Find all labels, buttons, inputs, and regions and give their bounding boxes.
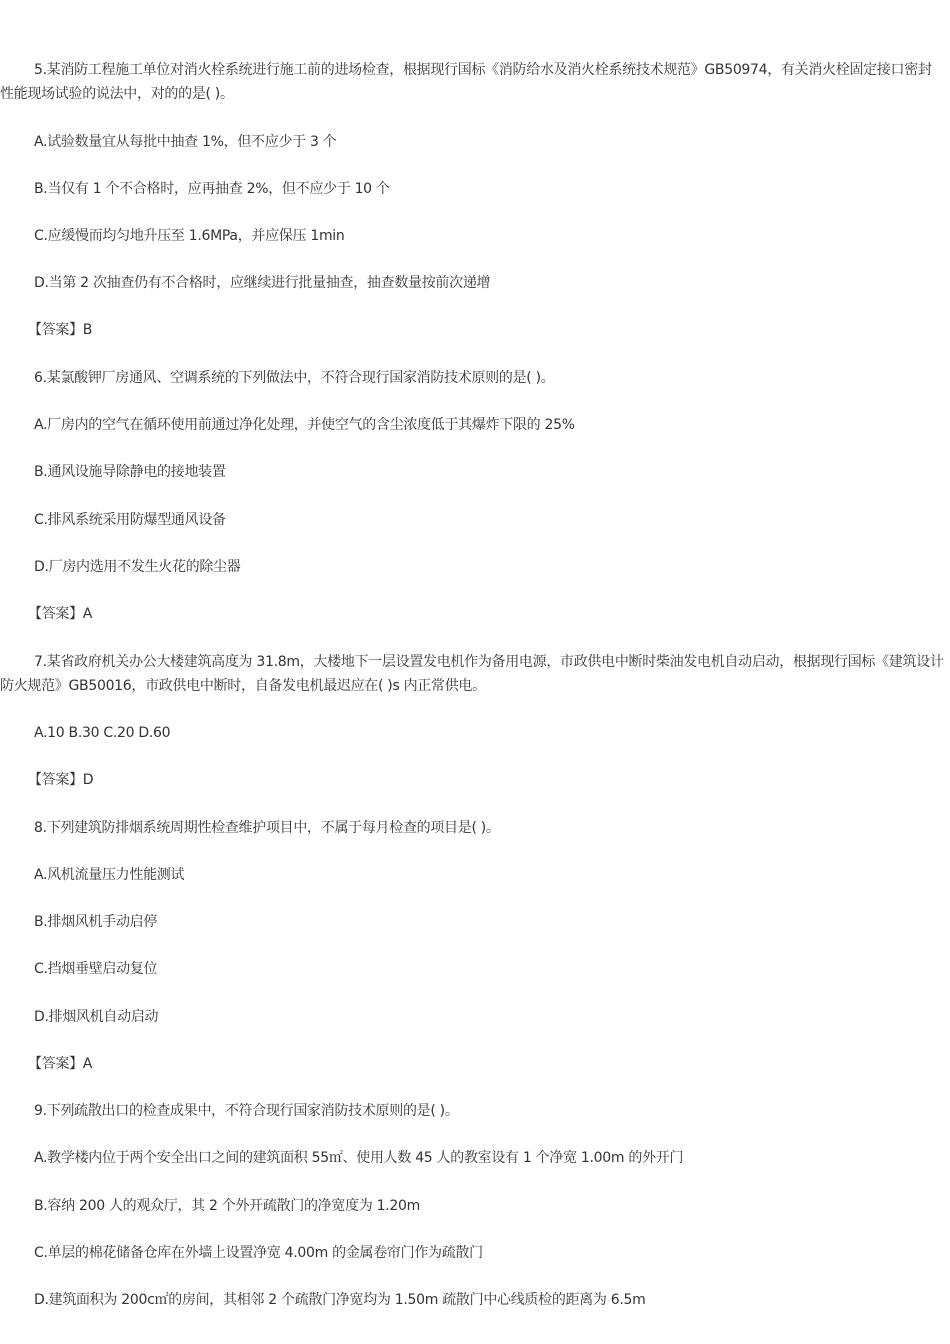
question-6-option-b: B.通风设施导除静电的接地装置 <box>34 464 226 480</box>
question-8-stem: 8.下列建筑防排烟系统周期性检查维护项目中，不属于每月检查的项目是( )。 <box>34 820 500 836</box>
question-7-stem: 7.某省政府机关办公大楼建筑高度为 31.8m，大楼地下一层设置发电机作为备用电源，市政供电中断时柴油发电机自动启动，根据现行国标《建筑设计防火规范》GB50016，市政供电中断时，自备发电机最迟应在( )s 内正常供电。 <box>0 654 944 694</box>
question-9-option-c: C.单层的棉花储备仓库在外墙上设置净宽 4.00m 的金属卷帘门作为疏散门 <box>34 1245 483 1261</box>
question-8-answer: 【答案】A <box>28 1056 93 1072</box>
question-6-stem: 6.某氯酸钾厂房通风、空调系统的下列做法中，不符合现行国家消防技术原则的是( )。 <box>34 370 555 386</box>
question-7-options: A.10 B.30 C.20 D.60 <box>34 725 171 741</box>
question-5-answer: 【答案】B <box>28 322 93 338</box>
question-6-answer: 【答案】A <box>28 606 93 622</box>
question-8-option-c: C.挡烟垂壁启动复位 <box>34 961 158 977</box>
question-8-option-d: D.排烟风机自动启动 <box>34 1009 159 1025</box>
question-9-option-a: A.教学楼内位于两个安全出口之间的建筑面积 55㎡、使用人数 45 人的教室设有 1 个净宽 1.00m 的外开门 <box>34 1150 684 1166</box>
question-6-option-a: A.厂房内的空气在循环使用前通过净化处理，并使空气的含尘浓度低于其爆炸下限的 25% <box>34 417 575 433</box>
question-6-option-d: D.厂房内选用不发生火花的除尘器 <box>34 559 241 575</box>
question-8-option-a: A.风机流量压力性能测试 <box>34 867 185 883</box>
question-6-option-c: C.排风系统采用防爆型通风设备 <box>34 512 226 528</box>
question-5-stem: 5.某消防工程施工单位对消火栓系统进行施工前的进场检查，根据现行国标《消防给水及消火栓系统技术规范》GB50974，有关消火栓固定接口密封性能现场试验的说法中，对的的是( )。 <box>0 62 932 102</box>
question-9-option-b: B.容纳 200 人的观众厅，其 2 个外开疏散门的净宽度为 1.20m <box>34 1198 420 1214</box>
question-9-stem: 9.下列疏散出口的检查成果中，不符合现行国家消防技术原则的是( )。 <box>34 1103 459 1119</box>
question-5-option-a: A.试验数量宜从每批中抽查 1%，但不应少于 3 个 <box>34 134 337 150</box>
question-7-answer: 【答案】D <box>28 772 94 788</box>
question-5-option-c: C.应缓慢而均匀地升压至 1.6MPa，并应保压 1min <box>34 228 345 244</box>
question-5-option-b: B.当仅有 1 个不合格时，应再抽查 2%，但不应少于 10 个 <box>34 181 390 197</box>
question-8-option-b: B.排烟风机手动启停 <box>34 914 158 930</box>
question-9-option-d: D.建筑面积为 200c㎡的房间，其相邻 2 个疏散门净宽均为 1.50m 疏散门中心线质检的距离为 6.5m <box>34 1292 646 1308</box>
question-5-option-d: D.当第 2 次抽查仍有不合格时，应继续进行批量抽查，抽查数量按前次递增 <box>34 275 491 291</box>
